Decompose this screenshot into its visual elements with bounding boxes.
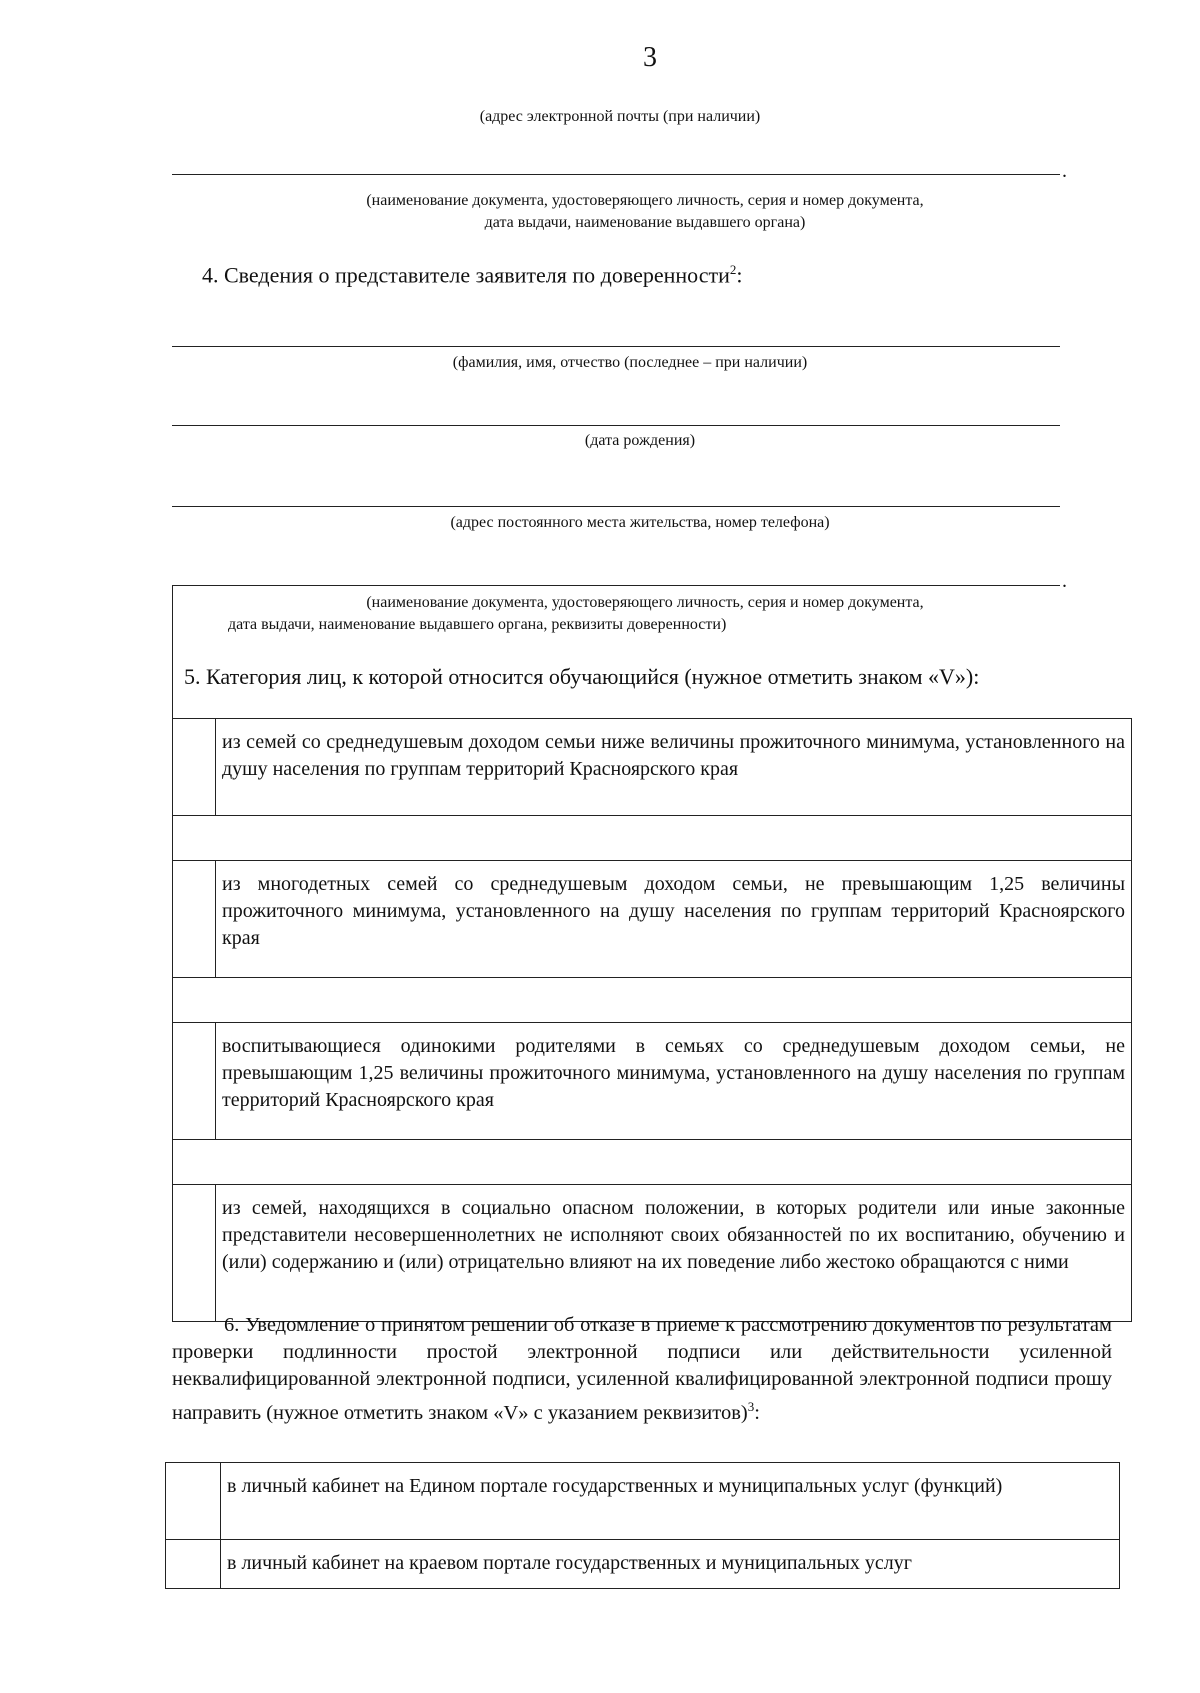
category-option-1: из семей со среднедушевым доходом семьи ниже величины прожиточного минимума, установленного на душу населения по группам территорий Красноярского края	[216, 719, 1132, 816]
spacer-row	[173, 978, 1132, 1023]
category-row	[173, 861, 1132, 978]
notification-row	[166, 1540, 1120, 1589]
notification-checkbox[interactable]	[166, 1540, 221, 1589]
caption-rep-address: (адрес постоянного места жительства, номер телефона)	[450, 514, 830, 531]
caption-line: (наименование документа, удостоверяющего личность, серия и номер документа,	[366, 192, 924, 209]
category-table	[172, 718, 1132, 1322]
section-6-body: 6. Уведомление о принятом решении об отказе в приеме к рассмотрению документов по результатам проверки подлинности простой электронной подписи или действительности усиленной неквалифицированной электронной подписи, усиленной квалифицированной электронной подписи прошу направить (нужное отметить знаком «V» с указанием реквизитов)	[172, 1314, 1112, 1424]
field-line-id-document[interactable]	[172, 174, 1060, 175]
caption-rep-fio: (фамилия, имя, отчество (последнее – при наличии)	[452, 354, 808, 371]
section-4-heading	[202, 262, 743, 288]
field-line-rep-document[interactable]	[172, 585, 1060, 586]
category-row	[173, 1023, 1132, 1140]
page-number: 3	[643, 42, 657, 73]
line-dot: .	[1062, 160, 1067, 182]
notification-checkbox[interactable]	[166, 1463, 221, 1540]
section-6-paragraph	[172, 1312, 1112, 1427]
section-5-heading: 5. Категория лиц, к которой относится обучающийся (нужное отметить знаком «V»):	[184, 664, 980, 689]
caption-rep-birth: (дата рождения)	[584, 432, 696, 449]
field-line-rep-fio[interactable]	[172, 346, 1060, 347]
footnote-ref: 2	[729, 262, 737, 277]
colon: :	[736, 262, 743, 288]
footnote-ref: 3	[747, 1399, 755, 1414]
line-dot: .	[1062, 570, 1067, 592]
spacer-row	[173, 816, 1132, 861]
colon: :	[754, 1401, 760, 1424]
spacer-cell	[173, 978, 1132, 1023]
category-option-2: из многодетных семей со среднедушевым доходом семьи, не превышающим 1,25 величины прожиточного минимума, установленного на душу населения по группам территорий Красноярского края	[216, 861, 1132, 978]
caption-rep-document	[210, 592, 1020, 636]
category-option-3: воспитывающиеся одинокими родителями в семьях со среднедушевым доходом семьи, не превышающим 1,25 величины прожиточного минимума, установленного на душу населения по группам территорий Красноярского края	[216, 1023, 1132, 1140]
notification-option-1: в личный кабинет на Едином портале государственных и муниципальных услуг (функций)	[221, 1463, 1120, 1540]
notification-row	[166, 1463, 1120, 1540]
category-row	[173, 719, 1132, 816]
category-checkbox[interactable]	[173, 861, 216, 978]
field-line-rep-address[interactable]	[172, 506, 1060, 507]
frame-left-edge	[172, 585, 173, 720]
category-option-4: из семей, находящихся в социально опасном положении, в которых родители или иные законные представители несовершеннолетних не исполняют своих обязанностей по их воспитанию, обучению и (или) содержанию и (или) отрицательно влияют на их поведение либо жестоко обращаются с ними	[216, 1185, 1132, 1322]
category-checkbox[interactable]	[173, 1185, 216, 1322]
category-row	[173, 1185, 1132, 1322]
caption-line: (наименование документа, удостоверяющего личность, серия и номер документа,	[366, 594, 924, 611]
category-checkbox[interactable]	[173, 719, 216, 816]
category-checkbox[interactable]	[173, 1023, 216, 1140]
notification-table	[165, 1462, 1120, 1589]
section-4-title: 4. Сведения о представителе заявителя по доверенности	[202, 262, 730, 288]
spacer-cell	[173, 816, 1132, 861]
caption-line: дата выдачи, наименование выдавшего органа, реквизиты доверенности)	[228, 616, 727, 633]
caption-id-document	[280, 190, 1010, 234]
caption-line: дата выдачи, наименование выдавшего органа)	[484, 214, 806, 231]
field-line-rep-birth[interactable]	[172, 425, 1060, 426]
section-6-text	[172, 1312, 1112, 1427]
caption-email: (адрес электронной почты (при наличии)	[479, 108, 761, 125]
notification-option-2: в личный кабинет на краевом портале государственных и муниципальных услуг	[221, 1540, 1120, 1589]
spacer-row	[173, 1140, 1132, 1185]
spacer-cell	[173, 1140, 1132, 1185]
